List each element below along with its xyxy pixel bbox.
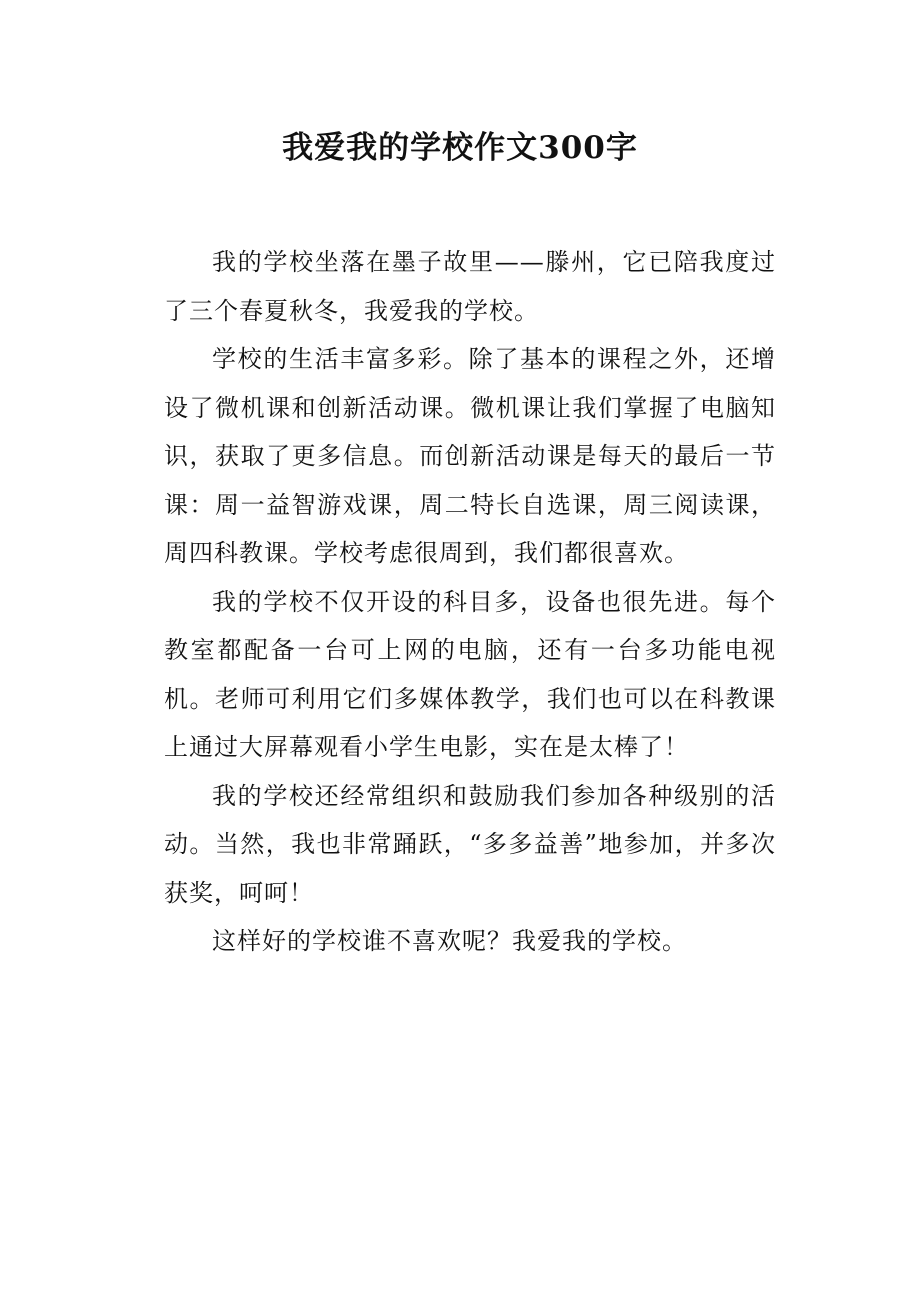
document-title: 我爱我的学校作文300字: [282, 130, 638, 166]
paragraph-5: 这样好的学校谁不喜欢呢？我爱我的学校。: [212, 927, 687, 955]
paragraph-1: 我的学校坐落在墨子故里——滕州，它已陪我度过了三个春夏秋冬，我爱我的学校。: [164, 248, 776, 325]
paragraph-4: 我的学校还经常组织和鼓励我们参加各种级别的活动。当然，我也非常踊跃，“多多益善”地参加，并多次获奖，呵呵！: [164, 781, 776, 907]
document-body: [164, 238, 776, 966]
paragraph-2: 学校的生活丰富多彩。除了基本的课程之外，还增设了微机课和创新活动课。微机课让我们掌握了电脑知识，获取了更多信息。而创新活动课是每天的最后一节课：周一益智游戏课，周二特长自选课，周三阅读课，周四科教课。学校考虑很周到，我们都很喜欢。: [164, 345, 776, 567]
paragraph-3: 我的学校不仅开设的科目多，设备也很先进。每个教室都配备一台可上网的电脑，还有一台多功能电视机。老师可利用它们多媒体教学，我们也可以在科教课上通过大屏幕观看小学生电影，实在是太棒了！: [164, 587, 776, 761]
